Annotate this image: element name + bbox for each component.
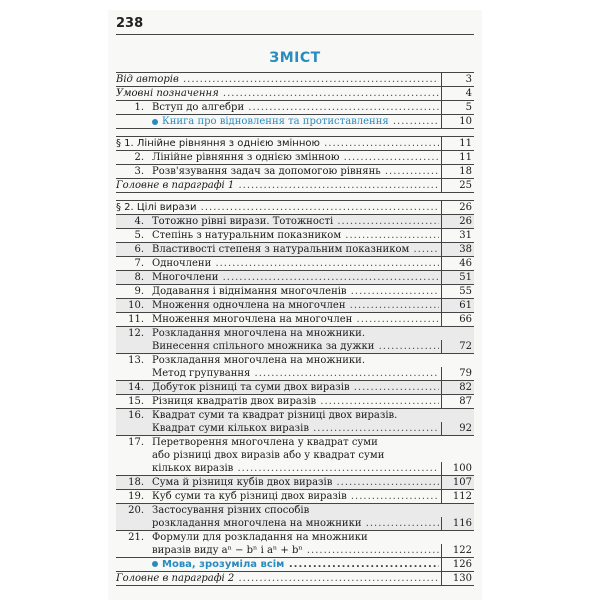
toc-entry-number: 21. [128,532,144,543]
toc-entry [116,327,474,340]
toc-entry-text: Лінійне рівняння з однією змінною [152,152,340,163]
toc-entry-number: 7. [134,258,144,269]
toc-entry-page: 92 [441,422,474,435]
toc-entry-text: Тотожно рівні вирази. Тотожності [152,216,334,227]
toc-entry-text: кількох виразів [152,463,234,474]
toc-entry-page: 26 [441,215,474,228]
toc-entry-title [116,87,439,100]
toc-entry-text: Формули для розкладання на множники [152,532,368,543]
toc-entry [116,544,474,558]
toc-entry-page: 51 [441,271,474,284]
toc-entry [116,476,474,490]
toc-entry-title [150,327,439,340]
toc-entry-title [150,558,439,571]
toc-entry-number: 16. [128,410,144,421]
toc-entry-title [150,151,439,164]
toc-entry-page: 61 [441,299,474,312]
toc-entry-text: Властивості степеня з натуральним показником [152,244,410,255]
toc-entry-number: 11. [128,314,144,325]
toc-entry-number: 10. [128,300,144,311]
toc-title: ЗМІСТ [269,50,321,66]
toc-entry-text: Одночлени [152,258,212,269]
toc-entry [116,531,474,544]
toc-entry-number: 4. [134,216,144,227]
toc-entry [116,299,474,313]
toc-entry [116,422,474,436]
toc-entry-text: Степінь з натуральним показником [152,230,342,241]
toc-entry-title [150,395,439,408]
toc-entry-number: 1. [134,102,144,113]
toc-entry [116,409,474,422]
toc-entry [116,313,474,327]
toc-entry-title [150,422,439,435]
toc-entry-number: 8. [134,272,144,283]
toc-entry-title [150,490,439,503]
toc-entry-page: 55 [441,285,474,298]
toc-entry-text: Метод групування [152,368,251,379]
toc-entry-page: 116 [441,517,474,530]
toc-entry-page: 82 [441,381,474,394]
toc-entry [116,243,474,257]
toc-entry-text: § 1. Лінійне рівняння з однією змінною [116,138,320,149]
toc-entry-text: Книга про відновлення та протиставлення [162,116,389,127]
toc-entry-page: 5 [441,101,474,114]
toc-entry-page: 10 [441,115,474,128]
toc-entry-page: 112 [441,490,474,503]
toc-entry-text: Вступ до алгебри [152,102,245,113]
toc-entry [116,73,474,87]
toc-entry [116,504,474,517]
toc-entry-text: Куб суми та куб різниці двох виразів [152,491,347,502]
toc-entry [116,136,474,151]
toc-entry-text: § 2. Цілі вирази [116,202,197,213]
toc-entry [116,271,474,285]
toc-entry-page: 46 [441,257,474,270]
toc-entry-title [150,313,439,326]
toc-entry-title [150,285,439,298]
toc-entry-text: Розкладання многочлена на множники. [152,328,366,339]
toc-entry-title [150,544,439,557]
toc-entry [116,87,474,101]
toc-entry-title [150,299,439,312]
toc-entry-text: Додавання і віднімання многочленів [152,286,347,297]
toc-entry-text: Розкладання многочлена на множники. [152,355,366,366]
toc-entry-page: 72 [441,340,474,353]
toc-entry-title [116,201,439,214]
book-page [108,10,482,600]
toc-entry [116,101,474,115]
toc-entry-page: 38 [441,243,474,256]
toc-entry-title [150,504,439,517]
toc-entry [116,558,474,572]
toc-entry-text: Застосування різних способів [152,505,310,516]
toc-entry-title [150,517,439,530]
toc-entry [116,490,474,504]
toc-entry-title [150,229,439,242]
toc-entry-text: Головне в параграфі 1 [116,180,235,191]
toc-entry-text: розкладання многочлена на множники [152,518,362,529]
toc-entry-number: 5. [134,230,144,241]
toc-entry [116,285,474,299]
toc-entry-text: Квадрат суми та квадрат різниці двох виразів. [152,410,398,421]
toc-entry-page: 11 [441,137,474,150]
toc-entry-page: 126 [441,558,474,571]
toc-entry [116,257,474,271]
toc-entry-text: Сума й різниця кубів двох виразів [152,477,333,488]
toc-entry-title [150,257,439,270]
toc-entry-text: Множення многочлена на многочлен [152,314,353,325]
toc-entry-page: 122 [441,544,474,557]
bullet-icon [152,119,158,125]
toc-entry-number: 12. [128,328,144,339]
toc-entry-title [116,73,439,86]
toc-entry-title [150,409,439,422]
toc-entry-title [150,101,439,114]
toc-entry-text: Квадрат суми кількох виразів [152,423,309,434]
toc-entry-page: 130 [441,572,474,585]
toc-entry-page: 31 [441,229,474,242]
toc-entry-text: або різниці двох виразів або у квадрат суми [152,450,385,461]
toc-entry [116,215,474,229]
page-number: 238 [116,16,144,31]
toc-entry-title [150,367,439,380]
toc-entry-text: Многочлени [152,272,219,283]
toc-entry-text: Різниця квадратів двох виразів [152,396,317,407]
toc-entry-title [116,137,439,150]
toc-entry [116,179,474,193]
header-rule [116,34,474,35]
toc-entry-number: 17. [128,437,144,448]
toc-entry-page: 66 [441,313,474,326]
toc-entry-text: Від авторів [116,74,179,85]
toc-entry [116,151,474,165]
toc-entry-page: 26 [441,201,474,214]
toc-entry-title [150,476,439,489]
toc-entry-page: 100 [441,462,474,475]
toc-entry-page: 87 [441,395,474,408]
toc-entry-text: Множення одночлена на многочлен [152,300,346,311]
toc-entry-text: Розв'язування задач за допомогою рівнянь [152,166,381,177]
toc-entry-title [150,462,439,475]
toc-entry-title [150,436,439,449]
toc-entry-title [150,449,439,462]
toc-entry-number: 14. [128,382,144,393]
toc-entry-page: 25 [441,179,474,192]
toc-entry-title [150,381,439,394]
toc-entry-number: 2. [134,152,144,163]
toc-entry [116,381,474,395]
toc-entry-title [150,531,439,544]
toc-entry-number: 18. [128,477,144,488]
toc-entry-text: Мова, зрозуміла всім [162,559,285,570]
bullet-icon [152,561,158,567]
toc-entry [116,517,474,531]
toc-entry-title [150,354,439,367]
toc-entry [116,115,474,129]
toc-entry [116,572,474,586]
toc-entry-page: 11 [441,151,474,164]
toc-entry-number: 6. [134,244,144,255]
toc-entry [116,395,474,409]
toc-entry [116,367,474,381]
toc-entry-number: 3. [134,166,144,177]
toc-entry [116,462,474,476]
toc-entry-text: Перетворення многочлена у квадрат суми [152,437,378,448]
toc-entry-number: 20. [128,505,144,516]
toc-entry-text: Винесення спільного множника за дужки [152,341,375,352]
toc-entry [116,200,474,215]
toc-entry [116,229,474,243]
toc-entry-text: виразів виду aⁿ − bⁿ і aⁿ + bⁿ [152,545,303,556]
toc-entry-text: Добуток різниці та суми двох виразів [152,382,350,393]
toc-entry-title [150,243,439,256]
toc-entry-page: 3 [441,73,474,86]
toc-entry-page: 4 [441,87,474,100]
toc-entry-page: 18 [441,165,474,178]
toc-entry-number: 15. [128,396,144,407]
toc-entry-title [116,179,439,192]
toc-entry-title [116,572,439,585]
toc-entry-text: Умовні позначення [116,88,219,99]
toc-entry-number: 13. [128,355,144,366]
toc-entry [116,354,474,367]
table-of-contents [116,72,474,586]
toc-entry-title [150,215,439,228]
toc-entry [116,436,474,449]
toc-entry-title [150,340,439,353]
toc-entry [116,449,474,462]
toc-entry-page: 107 [441,476,474,489]
toc-entry-title [150,271,439,284]
toc-entry-title [150,165,439,178]
toc-entry-page: 79 [441,367,474,380]
toc-entry [116,340,474,354]
toc-entry-title [150,115,439,128]
toc-entry [116,165,474,179]
toc-entry-number: 19. [128,491,144,502]
toc-entry-number: 9. [134,286,144,297]
toc-entry-text: Головне в параграфі 2 [116,573,235,584]
